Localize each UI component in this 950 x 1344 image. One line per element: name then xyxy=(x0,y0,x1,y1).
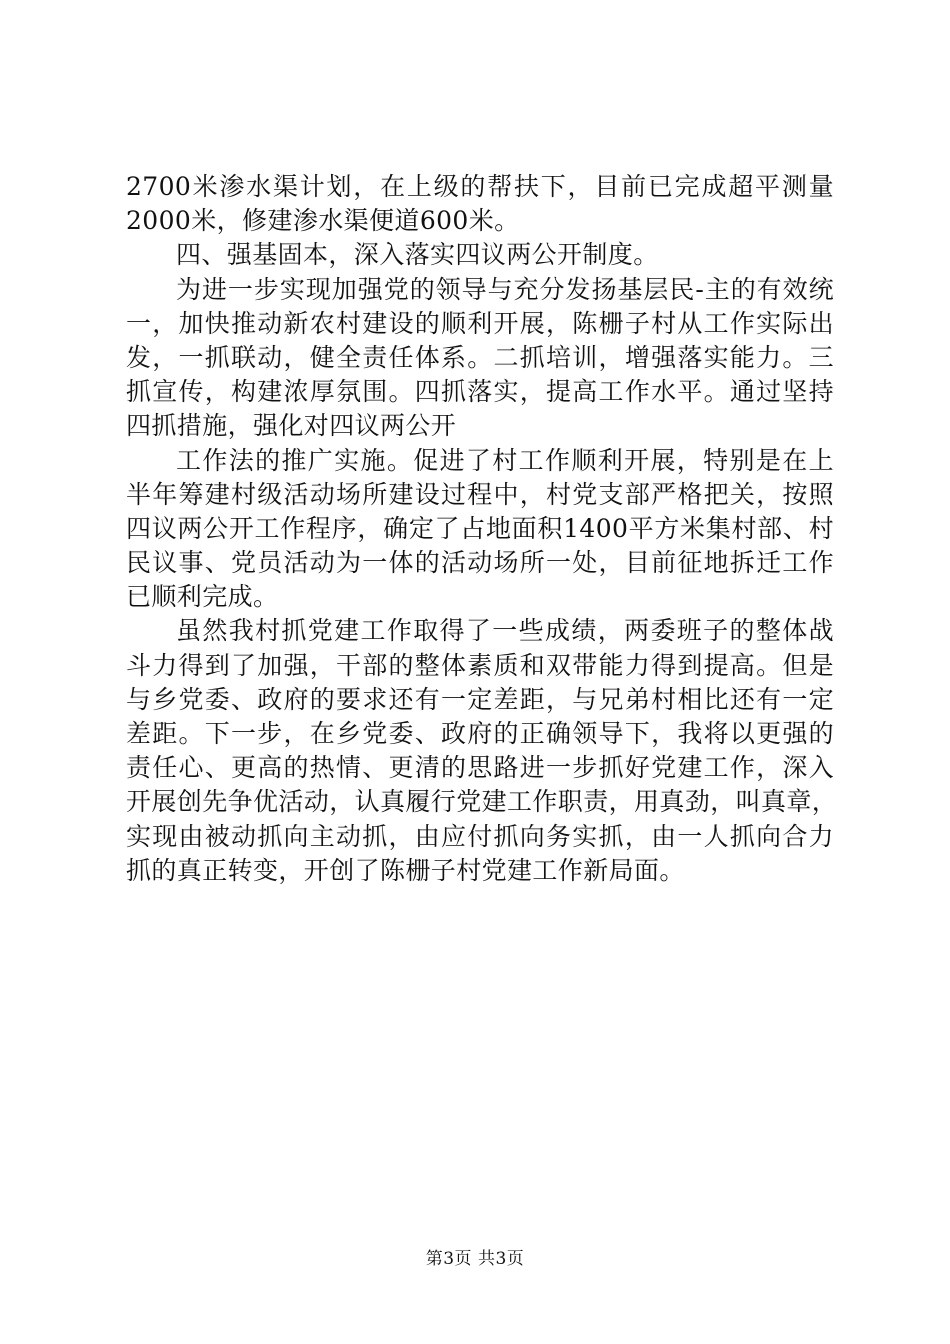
text-line: 发，一抓联动，健全责任体系。二抓培训，增强落实能力。三 xyxy=(126,342,834,372)
text-line: 抓宣传，构建浓厚氛围。四抓落实，提高工作水平。通过坚持 xyxy=(126,377,834,407)
text-line: 虽然我村抓党建工作取得了一些成绩，两委班子的整体战 xyxy=(176,616,834,646)
text-line: 2000米，修建渗水渠便道600米。 xyxy=(126,206,520,236)
document-body xyxy=(126,170,838,888)
section-heading: 四、强基固本，深入落实四议两公开制度。 xyxy=(176,240,659,270)
text-line: 半年筹建村级活动场所建设过程中，村党支部严格把关，按照 xyxy=(126,479,834,509)
text-line: 与乡党委、政府的要求还有一定差距，与兄弟村相比还有一定 xyxy=(126,684,834,714)
text-line: 责任心、更高的热情、更清的思路进一步抓好党建工作，深入 xyxy=(126,753,834,783)
page-number-footer: 第3页 共3页 xyxy=(425,1249,525,1269)
text-line: 四抓措施，强化对四议两公开 xyxy=(126,411,457,441)
text-line: 一，加快推动新农村建设的顺利开展，陈栅子村从工作实际出 xyxy=(126,308,834,338)
text-line: 斗力得到了加强，干部的整体素质和双带能力得到提高。但是 xyxy=(126,650,834,680)
text-line: 四议两公开工作程序，确定了占地面积1400平方米集村部、村 xyxy=(126,513,834,543)
text-line: 工作法的推广实施。促进了村工作顺利开展，特别是在上 xyxy=(176,445,834,475)
text-line: 抓的真正转变，开创了陈栅子村党建工作新局面。 xyxy=(126,855,685,885)
text-line: 民议事、党员活动为一体的活动场所一处，目前征地拆迁工作 xyxy=(126,548,834,578)
text-line: 已顺利完成。 xyxy=(126,582,279,612)
text-line: 为进一步实现加强党的领导与充分发扬基层民-主的有效统 xyxy=(176,274,834,304)
text-line: 实现由被动抓向主动抓，由应付抓向务实抓，由一人抓向合力 xyxy=(126,821,834,851)
text-line: 开展创先争优活动，认真履行党建工作职责，用真劲，叫真章， xyxy=(126,787,838,817)
text-line: 差距。下一步，在乡党委、政府的正确领导下，我将以更强的 xyxy=(126,719,834,748)
text-line: 2700米渗水渠计划，在上级的帮扶下，目前已完成超平测量 xyxy=(126,172,834,201)
